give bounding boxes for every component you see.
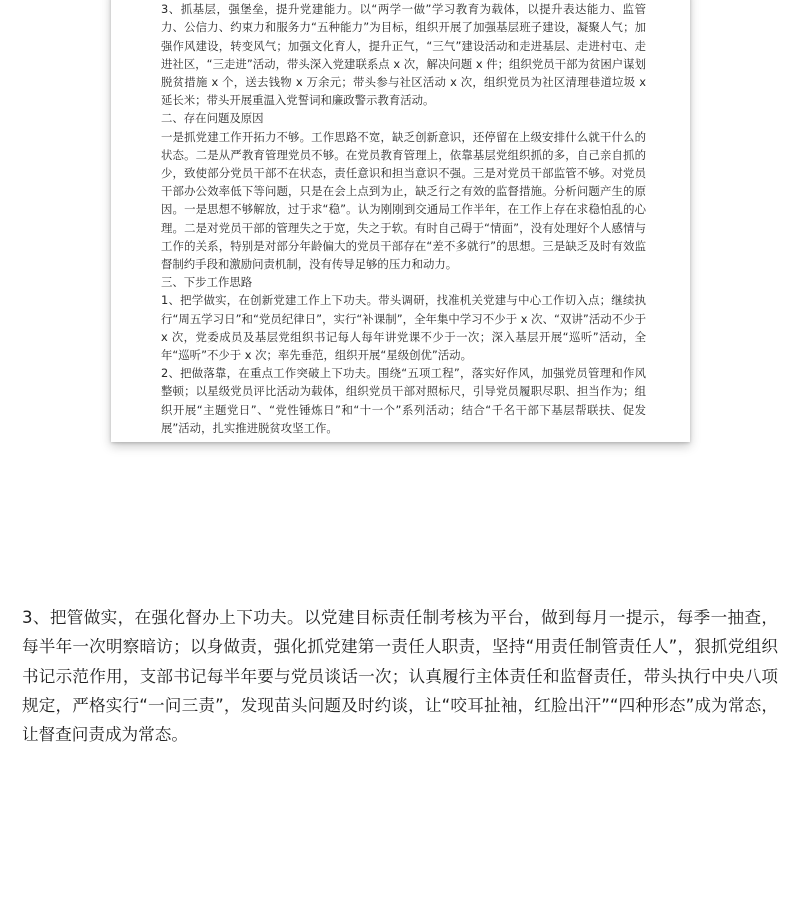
section-two-heading: 二、存在问题及原因 [161,111,264,126]
paragraph-supervision: 3、把管做实，在强化督办上下功夫。以党建目标责任制考核为平台，做到每月一提示，每季一抽查，每半年一次明察暗访；以身做责，强化抓党建第一责任人职责，坚持“用责任制管责任人”，狠抓党组织书记示范作用，支部书记每半年要与党员谈话一次；认真履行主体责任和监督责任，带头执行中央八项规定，严格实行“一问三责”，发现苗头问题及时约谈，让“咬耳扯袖，红脸出汗”“四种形态”成为常态，让督查问责成为常态。 [22,608,778,745]
document-page-body [161,0,646,437]
paragraph-study-practice: 1、把学做实，在创新党建工作上下功夫。带头调研，找准机关党建与中心工作切入点；继续执行“周五学习日”和“党员纪律日”，实行“补课制”，全年集中学习不少于 x 次、“双讲”活动不少于 x 次，党委成员及基层党组织书记每人每年讲党课不少于一次；深入基层开展“巡听”活动，全年“巡听”不少于 x 次；率先垂范，组织开展“星级创优”活动。 [161,293,646,363]
section-three-heading: 三、下步工作思路 [161,275,253,290]
paragraph-grassroots: 3、抓基层，强堡垒，提升党建能力。以“两学一做”学习教育为载体，以提升表达能力、监管力、公信力、约束力和服务力“五种能力”为目标，组织开展了加强基层班子建设，凝聚人气；加强作风建设，转变风气；加强文化育人，提升正气，“三气”建设活动和走进基层、走进村屯、走进社区，“三走进”活动，带头深入党建联系点 x 次，解决问题 x 件；组织党员干部为贫困户谋划脱贫措施 x 个，送去钱物 x 万余元；带头参与社区活动 x 次，组织党员为社区清理巷道垃圾 x 延长米；带头开展重温入党誓词和廉政警示教育活动。 [161,2,646,108]
paragraph-problems: 一是抓党建工作开拓力不够。工作思路不宽，缺乏创新意识，还停留在上级安排什么就干什么的状态。二是从严教育管理党员不够。在党员教育管理上，依靠基层党组织抓的多，自己亲自抓的少，致使部分党员干部不在状态，责任意识和担当意识不强。三是对党员干部监管不够。对党员干部办公效率低下等问题，只是在会上点到为止，缺乏行之有效的监督措施。分析问题产生的原因。一是思想不够解放，过于求“稳”。认为刚刚到交通局工作半年，在工作上存在求稳怕乱的心理。二是对党员干部的管理失之于宽，失之于软。有时自己碍于“情面”，没有处理好个人感情与工作的关系，特别是对部分年龄偏大的党员干部存在“差不多就行”的思想。三是缺乏及时有效监督制约手段和激励问责机制，没有传导足够的压力和动力。 [161,129,646,272]
document-page-preview [111,0,690,442]
paragraph-key-work: 2、把做落靠，在重点工作突破上下功夫。围绕“五项工程”，落实好作风，加强党员管理和作风整顿；以星级党员评比活动为载体，组织党员干部对照标尺，引导党员履职尽职、担当作为；组织开展“主题党日”、“党性锤炼日”和“十一个”系列活动；结合“千名干部下基层帮联扶、促发展”活动，扎实推进脱贫攻坚工作。 [161,366,646,435]
